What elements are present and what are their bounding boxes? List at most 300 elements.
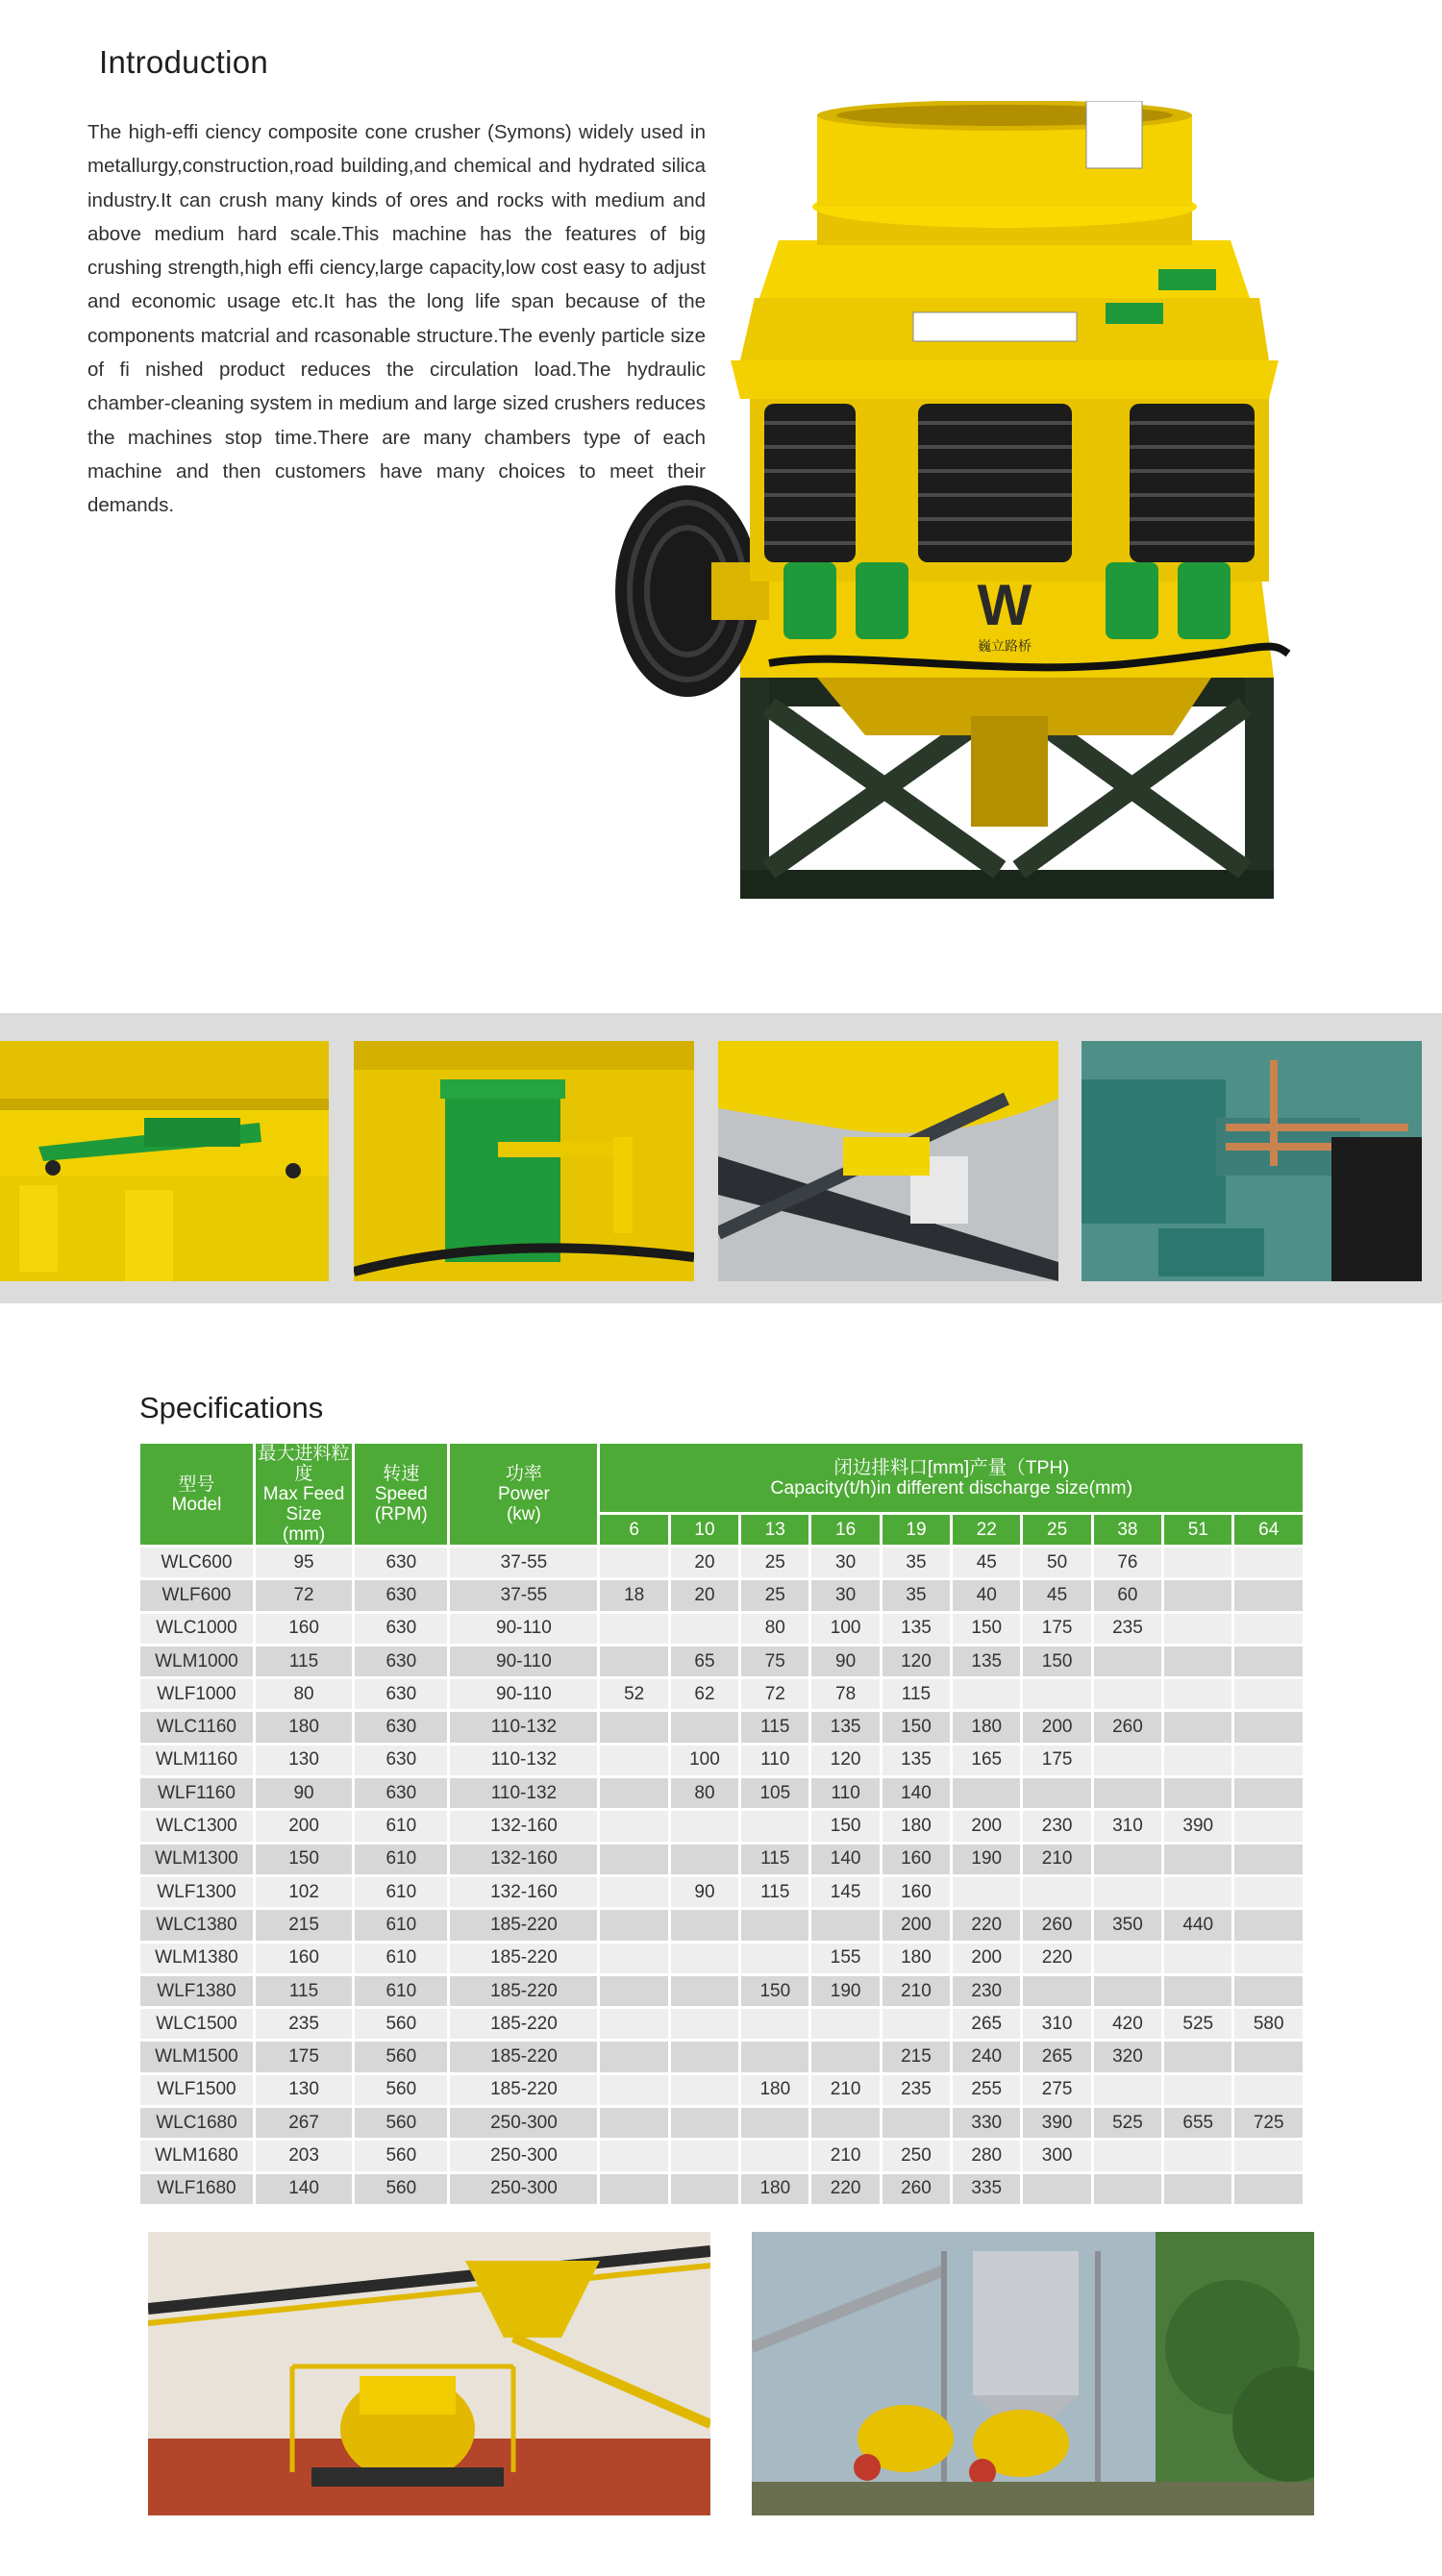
capacity-cell [1164, 1712, 1231, 1742]
capacity-cell [883, 2108, 950, 2138]
model-cell: WLM1680 [140, 2141, 253, 2170]
table-row [140, 2174, 1303, 2204]
model-cell: WLF1680 [140, 2174, 253, 2204]
capacity-cell: 275 [1023, 2075, 1090, 2105]
capacity-cell [741, 2009, 808, 2039]
table-row [140, 1910, 1303, 1940]
capacity-cell: 260 [883, 2174, 950, 2204]
capacity-cell: 20 [671, 1580, 738, 1610]
capacity-cell: 78 [811, 1679, 879, 1709]
capacity-cell: 180 [741, 2075, 808, 2105]
capacity-cell [1164, 1614, 1231, 1644]
capacity-cell [671, 1944, 738, 1973]
capacity-cell: 310 [1094, 1811, 1161, 1841]
capacity-cell [600, 2075, 667, 2105]
feed-size-cell: 160 [256, 1614, 352, 1644]
capacity-cell: 30 [811, 1580, 879, 1610]
capacity-cell: 50 [1023, 1548, 1090, 1577]
capacity-cell [741, 1910, 808, 1940]
capacity-cell [1234, 1910, 1303, 1940]
brand-logo-mark: W [977, 573, 1032, 637]
capacity-cell [1234, 1614, 1303, 1644]
capacity-cell [1094, 1679, 1161, 1709]
capacity-cell: 190 [953, 1845, 1020, 1874]
capacity-cell: 525 [1164, 2009, 1231, 2039]
capacity-cell [600, 1746, 667, 1775]
feed-size-cell: 80 [256, 1679, 352, 1709]
feed-size-cell: 130 [256, 2075, 352, 2105]
capacity-cell: 140 [811, 1845, 879, 1874]
capacity-cell: 180 [883, 1944, 950, 1973]
power-cell: 250-300 [450, 2174, 597, 2204]
capacity-cell: 210 [811, 2075, 879, 2105]
capacity-cell [883, 2009, 950, 2039]
power-cell: 90-110 [450, 1647, 597, 1676]
capacity-cell [1234, 2141, 1303, 2170]
capacity-cell [1164, 1877, 1231, 1907]
table-row [140, 1580, 1303, 1610]
capacity-cell: 525 [1094, 2108, 1161, 2138]
specifications-title: Specifications [139, 1391, 324, 1424]
capacity-cell [1234, 1811, 1303, 1841]
power-header: 功率 Power (kw) [450, 1444, 597, 1545]
discharge-size-64: 64 [1234, 1515, 1303, 1545]
speed-cell: 630 [355, 1746, 447, 1775]
capacity-cell: 110 [741, 1746, 808, 1775]
capacity-cell: 200 [953, 1944, 1020, 1973]
capacity-cell [600, 2042, 667, 2071]
capacity-cell: 390 [1164, 1811, 1231, 1841]
speed-cell: 610 [355, 1877, 447, 1907]
power-cell: 185-220 [450, 2009, 597, 2039]
capacity-cell [600, 2141, 667, 2170]
capacity-cell: 725 [1234, 2108, 1303, 2138]
capacity-cell: 180 [953, 1712, 1020, 1742]
capacity-cell [1164, 2042, 1231, 2071]
capacity-cell [671, 1845, 738, 1874]
power-cell: 250-300 [450, 2141, 597, 2170]
capacity-cell [1164, 1976, 1231, 2006]
capacity-cell [811, 2042, 879, 2071]
power-cell: 185-220 [450, 1976, 597, 2006]
capacity-cell [1023, 1679, 1090, 1709]
capacity-cell [600, 1944, 667, 1973]
speed-cell: 630 [355, 1614, 447, 1644]
site-photo-crushing-plant-1 [148, 2232, 710, 2515]
capacity-cell: 150 [883, 1712, 950, 1742]
site-photo-crushing-plant-2 [752, 2232, 1314, 2515]
table-row [140, 1944, 1303, 1973]
capacity-cell [1164, 2174, 1231, 2204]
table-row [140, 1712, 1303, 1742]
model-cell: WLM1300 [140, 1845, 253, 1874]
capacity-cell [671, 2075, 738, 2105]
feed-size-cell: 235 [256, 2009, 352, 2039]
specifications-body [140, 1548, 1303, 2204]
capacity-cell [671, 2042, 738, 2071]
power-cell: 250-300 [450, 2108, 597, 2138]
capacity-cell [1164, 1746, 1231, 1775]
capacity-cell [671, 1976, 738, 2006]
capacity-cell: 140 [883, 1778, 950, 1808]
capacity-cell [1234, 1712, 1303, 1742]
capacity-cell [671, 1712, 738, 1742]
capacity-cell: 52 [600, 1679, 667, 1709]
capacity-cell: 30 [811, 1548, 879, 1577]
capacity-cell [600, 1976, 667, 2006]
capacity-header: 闭边排料口[mm]产量（TPH) Capacity(t/h)in different discharge size(mm) [600, 1444, 1303, 1512]
model-cell: WLF1300 [140, 1877, 253, 1907]
feed-size-cell: 115 [256, 1976, 352, 2006]
capacity-cell: 240 [953, 2042, 1020, 2071]
intro-title: Introduction [99, 44, 269, 80]
speed-cell: 610 [355, 1944, 447, 1973]
capacity-cell: 260 [1094, 1712, 1161, 1742]
capacity-cell: 310 [1023, 2009, 1090, 2039]
power-cell: 90-110 [450, 1679, 597, 1709]
capacity-cell [600, 1845, 667, 1874]
capacity-cell [1023, 1877, 1090, 1907]
capacity-cell: 45 [1023, 1580, 1090, 1610]
capacity-cell: 280 [953, 2141, 1020, 2170]
capacity-cell [741, 2141, 808, 2170]
capacity-cell: 75 [741, 1647, 808, 1676]
capacity-cell [600, 1548, 667, 1577]
capacity-cell: 335 [953, 2174, 1020, 2204]
capacity-cell [1234, 1976, 1303, 2006]
capacity-cell: 72 [741, 1679, 808, 1709]
capacity-cell: 25 [741, 1580, 808, 1610]
model-cell: WLC1380 [140, 1910, 253, 1940]
capacity-cell [1234, 1548, 1303, 1577]
table-row [140, 1679, 1303, 1709]
capacity-cell: 250 [883, 2141, 950, 2170]
capacity-cell: 120 [811, 1746, 879, 1775]
model-cell: WLC1680 [140, 2108, 253, 2138]
model-cell: WLC1000 [140, 1614, 253, 1644]
discharge-size-10: 10 [671, 1515, 738, 1545]
power-cell: 110-132 [450, 1778, 597, 1808]
capacity-cell [1094, 2174, 1161, 2204]
capacity-cell [741, 1944, 808, 1973]
capacity-cell: 40 [953, 1580, 1020, 1610]
speed-cell: 610 [355, 1811, 447, 1841]
capacity-cell: 255 [953, 2075, 1020, 2105]
model-cell: WLM1160 [140, 1746, 253, 1775]
capacity-cell [671, 1910, 738, 1940]
discharge-size-38: 38 [1094, 1515, 1161, 1545]
capacity-cell [1234, 2174, 1303, 2204]
capacity-cell: 235 [1094, 1614, 1161, 1644]
power-cell: 185-220 [450, 1944, 597, 1973]
capacity-cell [811, 1910, 879, 1940]
model-cell: WLM1000 [140, 1647, 253, 1676]
capacity-cell: 76 [1094, 1548, 1161, 1577]
model-cell: WLF1160 [140, 1778, 253, 1808]
capacity-cell: 320 [1094, 2042, 1161, 2071]
speed-cell: 560 [355, 2075, 447, 2105]
capacity-cell [1234, 1778, 1303, 1808]
capacity-cell: 390 [1023, 2108, 1090, 2138]
capacity-cell: 200 [1023, 1712, 1090, 1742]
capacity-cell: 62 [671, 1679, 738, 1709]
feed-size-cell: 200 [256, 1811, 352, 1841]
feed-size-header: 最大进料粒度 Max Feed Size (mm) [256, 1444, 352, 1545]
capacity-cell: 230 [953, 1976, 1020, 2006]
feed-size-cell: 203 [256, 2141, 352, 2170]
speed-cell: 630 [355, 1580, 447, 1610]
capacity-cell: 135 [883, 1746, 950, 1775]
discharge-size-22: 22 [953, 1515, 1020, 1545]
capacity-cell: 190 [811, 1976, 879, 2006]
capacity-cell: 160 [883, 1877, 950, 1907]
capacity-cell: 100 [811, 1614, 879, 1644]
capacity-cell: 115 [741, 1845, 808, 1874]
capacity-cell: 265 [1023, 2042, 1090, 2071]
capacity-cell [671, 2174, 738, 2204]
capacity-cell [811, 2108, 879, 2138]
capacity-cell: 120 [883, 1647, 950, 1676]
model-cell: WLF1000 [140, 1679, 253, 1709]
feed-size-cell: 160 [256, 1944, 352, 1973]
capacity-cell: 350 [1094, 1910, 1161, 1940]
capacity-cell [671, 1614, 738, 1644]
capacity-cell [600, 2174, 667, 2204]
capacity-cell [1094, 1877, 1161, 1907]
capacity-cell: 180 [741, 2174, 808, 2204]
model-cell: WLF600 [140, 1580, 253, 1610]
capacity-cell: 65 [671, 1647, 738, 1676]
feed-size-cell: 102 [256, 1877, 352, 1907]
capacity-cell [1094, 1944, 1161, 1973]
capacity-cell [671, 2108, 738, 2138]
capacity-cell: 105 [741, 1778, 808, 1808]
capacity-cell [1234, 2042, 1303, 2071]
capacity-cell [600, 1647, 667, 1676]
feed-size-cell: 140 [256, 2174, 352, 2204]
table-row [140, 1877, 1303, 1907]
capacity-cell [1094, 1647, 1161, 1676]
capacity-cell: 235 [883, 2075, 950, 2105]
capacity-cell: 210 [811, 2141, 879, 2170]
capacity-cell: 210 [883, 1976, 950, 2006]
feed-size-cell: 95 [256, 1548, 352, 1577]
model-cell: WLC600 [140, 1548, 253, 1577]
discharge-size-13: 13 [741, 1515, 808, 1545]
speed-cell: 610 [355, 1976, 447, 2006]
feed-size-cell: 115 [256, 1647, 352, 1676]
capacity-cell [1164, 1845, 1231, 1874]
capacity-cell: 110 [811, 1778, 879, 1808]
table-row [140, 1647, 1303, 1676]
capacity-cell [1023, 1778, 1090, 1808]
table-row [140, 2009, 1303, 2039]
capacity-cell [1164, 1679, 1231, 1709]
capacity-cell: 165 [953, 1746, 1020, 1775]
capacity-cell [1234, 2075, 1303, 2105]
capacity-cell [1234, 1746, 1303, 1775]
speed-cell: 560 [355, 2108, 447, 2138]
feed-size-cell: 267 [256, 2108, 352, 2138]
power-cell: 132-160 [450, 1845, 597, 1874]
capacity-cell [1094, 1746, 1161, 1775]
table-row [140, 2075, 1303, 2105]
feed-size-cell: 150 [256, 1845, 352, 1874]
capacity-cell: 90 [811, 1647, 879, 1676]
table-row [140, 1746, 1303, 1775]
speed-cell: 630 [355, 1778, 447, 1808]
capacity-cell: 145 [811, 1877, 879, 1907]
capacity-cell [1094, 1845, 1161, 1874]
capacity-cell [1094, 1976, 1161, 2006]
capacity-cell: 420 [1094, 2009, 1161, 2039]
speed-cell: 560 [355, 2174, 447, 2204]
capacity-cell: 90 [671, 1877, 738, 1907]
speed-header: 转速 Speed (RPM) [355, 1444, 447, 1545]
capacity-cell: 100 [671, 1746, 738, 1775]
specifications-table [137, 1441, 1305, 2207]
model-header: 型号 Model [140, 1444, 253, 1545]
capacity-cell: 150 [953, 1614, 1020, 1644]
speed-cell: 560 [355, 2042, 447, 2071]
capacity-cell: 155 [811, 1944, 879, 1973]
discharge-size-51: 51 [1164, 1515, 1231, 1545]
capacity-cell [671, 2009, 738, 2039]
capacity-cell [1023, 2174, 1090, 2204]
capacity-cell [1164, 1944, 1231, 1973]
capacity-cell [600, 1811, 667, 1841]
brand-logo-text: 巍立路桥 [978, 639, 1032, 655]
capacity-cell: 200 [953, 1811, 1020, 1841]
capacity-cell [600, 1877, 667, 1907]
table-row [140, 1811, 1303, 1841]
capacity-cell: 35 [883, 1548, 950, 1577]
power-cell: 185-220 [450, 2075, 597, 2105]
detail-photo-hydraulic-cylinder [354, 1041, 694, 1281]
model-cell: WLM1500 [140, 2042, 253, 2071]
capacity-cell [600, 2108, 667, 2138]
capacity-cell [1164, 1647, 1231, 1676]
speed-cell: 560 [355, 2141, 447, 2170]
table-row [140, 2042, 1303, 2071]
model-cell: WLC1500 [140, 2009, 253, 2039]
capacity-cell [1164, 1580, 1231, 1610]
capacity-cell: 220 [1023, 1944, 1090, 1973]
capacity-cell: 200 [883, 1910, 950, 1940]
feed-size-cell: 130 [256, 1746, 352, 1775]
feed-size-cell: 215 [256, 1910, 352, 1940]
table-row [140, 2141, 1303, 2170]
speed-cell: 610 [355, 1910, 447, 1940]
speed-cell: 560 [355, 2009, 447, 2039]
detail-photo-lower-frame [718, 1041, 1058, 1281]
capacity-cell [1164, 2075, 1231, 2105]
capacity-cell [1234, 1944, 1303, 1973]
capacity-cell [741, 1811, 808, 1841]
capacity-cell [1234, 1679, 1303, 1709]
capacity-cell [953, 1679, 1020, 1709]
model-cell: WLC1160 [140, 1712, 253, 1742]
capacity-cell [953, 1877, 1020, 1907]
capacity-cell: 80 [671, 1778, 738, 1808]
capacity-cell [1094, 1778, 1161, 1808]
model-cell: WLF1500 [140, 2075, 253, 2105]
table-row [140, 2108, 1303, 2138]
feed-size-cell: 72 [256, 1580, 352, 1610]
capacity-cell: 160 [883, 1845, 950, 1874]
capacity-cell: 655 [1164, 2108, 1231, 2138]
capacity-cell [1164, 1548, 1231, 1577]
table-row [140, 1976, 1303, 2006]
capacity-cell [1234, 1877, 1303, 1907]
speed-cell: 630 [355, 1712, 447, 1742]
capacity-cell: 175 [1023, 1746, 1090, 1775]
table-row [140, 1778, 1303, 1808]
power-cell: 110-132 [450, 1746, 597, 1775]
capacity-cell [671, 1811, 738, 1841]
capacity-cell [1164, 1778, 1231, 1808]
capacity-cell: 18 [600, 1580, 667, 1610]
feed-size-cell: 90 [256, 1778, 352, 1808]
capacity-cell [600, 1712, 667, 1742]
capacity-cell [953, 1778, 1020, 1808]
model-cell: WLF1380 [140, 1976, 253, 2006]
capacity-cell: 300 [1023, 2141, 1090, 2170]
capacity-cell [600, 1910, 667, 1940]
speed-cell: 610 [355, 1845, 447, 1874]
detail-photo-hydraulic-station [1082, 1041, 1422, 1281]
capacity-cell: 135 [953, 1647, 1020, 1676]
capacity-cell: 150 [1023, 1647, 1090, 1676]
speed-cell: 630 [355, 1548, 447, 1577]
feed-size-cell: 180 [256, 1712, 352, 1742]
capacity-cell: 115 [883, 1679, 950, 1709]
power-cell: 90-110 [450, 1614, 597, 1644]
discharge-size-6: 6 [600, 1515, 667, 1545]
capacity-cell: 175 [1023, 1614, 1090, 1644]
intro-paragraph: The high-effi ciency composite cone crusher (Symons) widely used in metallurgy,construction,road building,and chemical and hydrated silica industry.It can crush many kinds of ores and rocks with medium and above medium hard scale.This machine has the features of big crushing strength,high effi ciency,large capacity,low cost easy to adjust and economic usage etc.It has the long life span because of the components matcrial and rcasonable structure.The evenly particle size of fi nished product reduces the circulation load.The hydraulic chamber-cleaning system in medium and large sized crushers reduces the machines stop time.There are many chambers type of each machine and then customers have many choices to meet their demands. [87, 121, 706, 517]
capacity-cell [1234, 1580, 1303, 1610]
capacity-cell: 80 [741, 1614, 808, 1644]
cone-crusher-image [596, 101, 1298, 908]
discharge-size-25: 25 [1023, 1515, 1090, 1545]
capacity-cell: 230 [1023, 1811, 1090, 1841]
capacity-cell: 210 [1023, 1845, 1090, 1874]
power-cell: 37-55 [450, 1548, 597, 1577]
table-row [140, 1548, 1303, 1577]
capacity-cell [1234, 1845, 1303, 1874]
speed-cell: 630 [355, 1647, 447, 1676]
capacity-cell: 260 [1023, 1910, 1090, 1940]
capacity-cell: 135 [883, 1614, 950, 1644]
capacity-cell: 45 [953, 1548, 1020, 1577]
power-cell: 132-160 [450, 1877, 597, 1907]
capacity-cell: 440 [1164, 1910, 1231, 1940]
model-cell: WLC1300 [140, 1811, 253, 1841]
capacity-cell [600, 1614, 667, 1644]
capacity-cell [1094, 2075, 1161, 2105]
capacity-cell [811, 2009, 879, 2039]
capacity-cell: 150 [811, 1811, 879, 1841]
capacity-cell: 115 [741, 1712, 808, 1742]
capacity-cell [741, 2042, 808, 2071]
power-cell: 185-220 [450, 1910, 597, 1940]
table-row [140, 1614, 1303, 1644]
capacity-cell: 220 [953, 1910, 1020, 1940]
capacity-cell: 115 [741, 1877, 808, 1907]
power-cell: 132-160 [450, 1811, 597, 1841]
feed-size-cell: 175 [256, 2042, 352, 2071]
